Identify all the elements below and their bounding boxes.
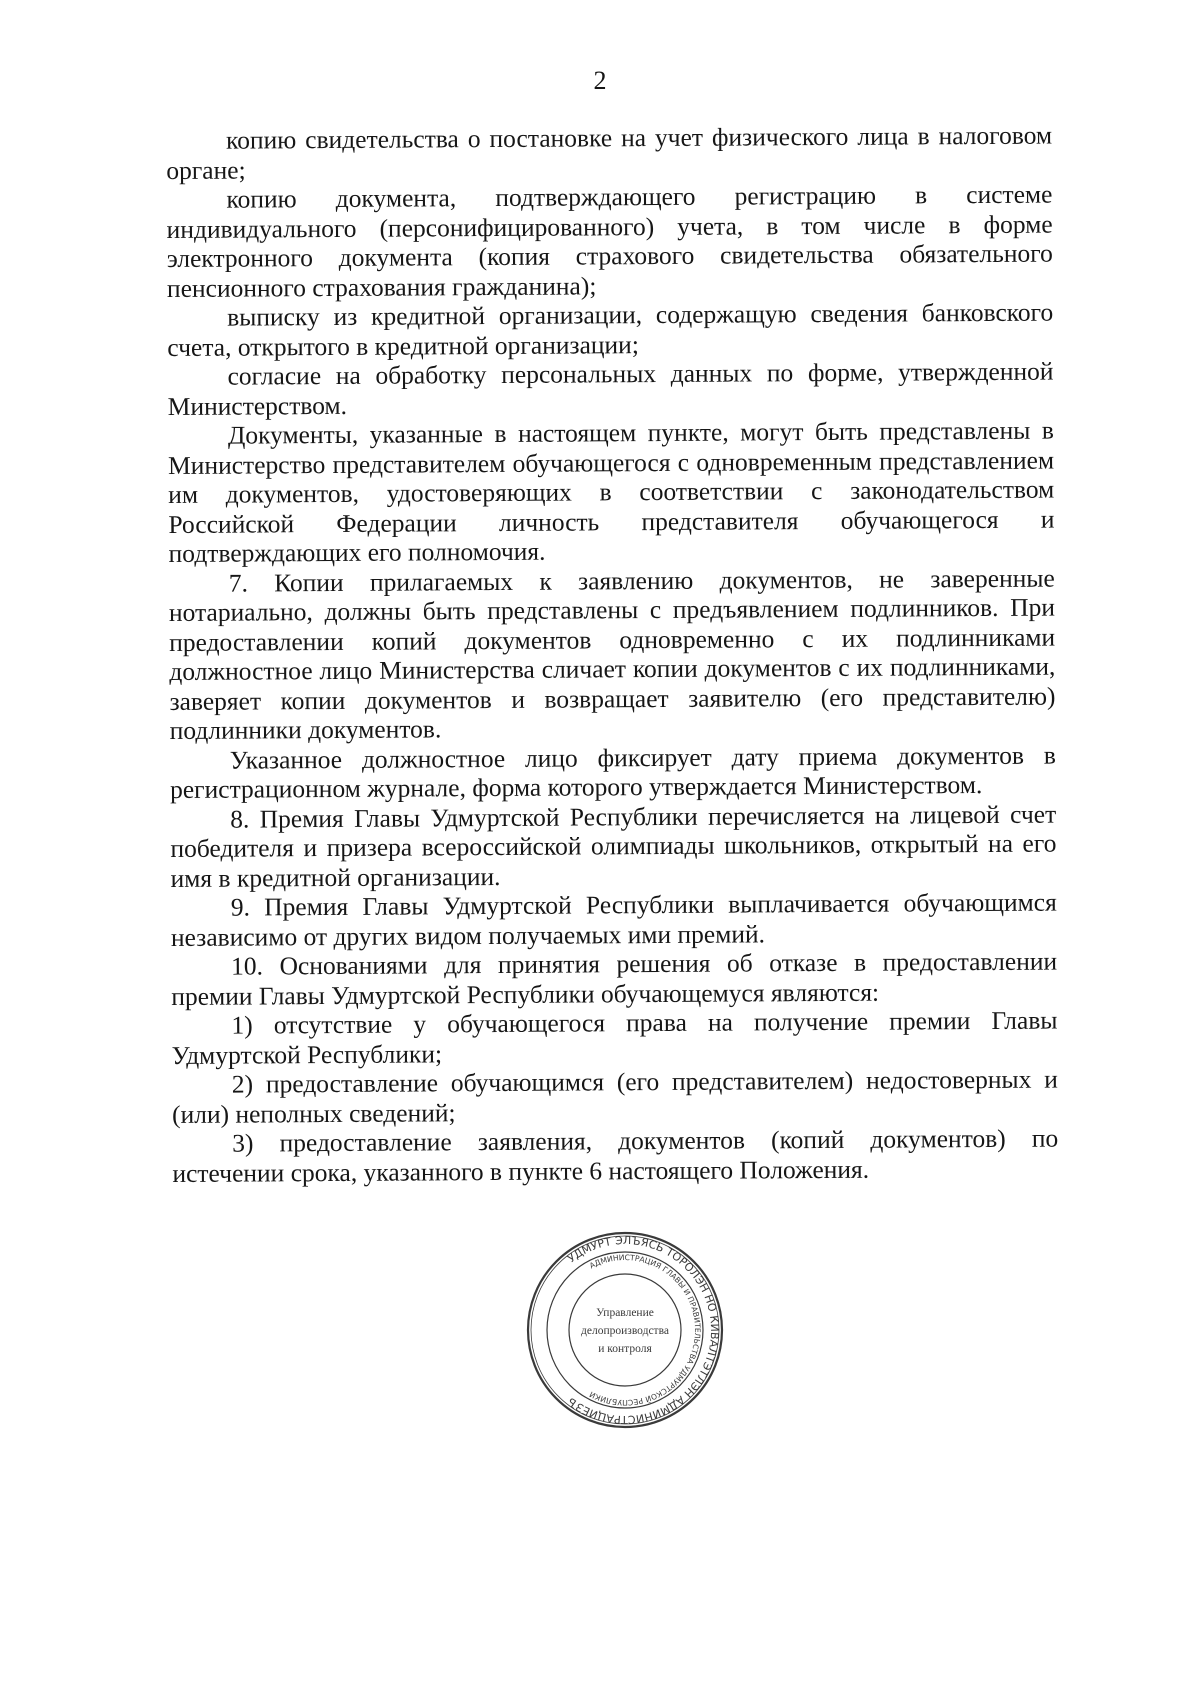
paragraph-personal-data-consent: согласие на обработку персональных данных по форме, утвержденной Министерством. xyxy=(167,356,1054,421)
page-number: 2 xyxy=(593,66,607,95)
paragraph-tax-certificate: копию свидетельства о постановке на учет физического лица в налоговом органе; xyxy=(166,120,1053,185)
paragraph-item-10: 10. Основаниями для принятия решения об отказе в предоставлении премии Главы Удмуртской Республики обучающемуся являются: xyxy=(171,946,1058,1011)
paragraph-pension-registration: копию документа, подтверждающего регистрацию в системе индивидуального (персонифицированного) учета, в том числе в форме электронного документа (копия страхового свидетельства обязательного пенсионного страхования гражданина); xyxy=(166,179,1053,303)
stamp-inner-ring-text: АДМИНИСТРАЦИЯ ГЛАВЫ И ПРАВИТЕЛЬСТВА УДМУРТСКОЙ РЕСПУБЛИКИ xyxy=(588,1252,703,1408)
paragraph-item-8: 8. Премия Главы Удмуртской Республики перечисляется на лицевой счет победителя и призера всероссийской олимпиады школьников, открытый на его имя в кредитной организации. xyxy=(170,799,1057,893)
paragraph-bank-statement: выписку из кредитной организации, содержащую сведения банковского счета, открытого в кредитной организации; xyxy=(167,297,1054,362)
refusal-ground-3: 3) предоставление заявления, документов (копий документов) по истечении срока, указанного в пункте 6 настоящего Положения. xyxy=(172,1123,1059,1188)
paragraph-representative-submission: Документы, указанные в настоящем пункте, могут быть представлены в Министерство представителем обучающегося с одновременным представлением им документов, удостоверяющих в соответствии с законодательством Российской Федерации личность представителя обучающегося и подтверждающих его полномочия. xyxy=(167,415,1055,568)
stamp-center-line-2: делопроизводства xyxy=(581,1325,669,1337)
stamp-center xyxy=(581,1307,669,1355)
refusal-ground-1: 1) отсутствие у обучающегося права на получение премии Главы Удмуртской Республики; xyxy=(171,1005,1058,1070)
stamp-center-line-3: и контроля xyxy=(598,1343,652,1355)
refusal-ground-2: 2) предоставление обучающимся (его представителем) недостоверных и (или) неполных сведений; xyxy=(171,1064,1058,1129)
paragraph-registration-journal: Указанное должностное лицо фиксирует дату приема документов в регистрационном журнале, форма которого утверждается Министерством. xyxy=(169,740,1056,804)
paragraph-item-7: 7. Копии прилагаемых к заявлению документов, не заверенные нотариально, должны быть представлены с предъявлением подлинников. При предоставлении копий документов одновременно с их подлинниками должностное лицо Министерства сличает копии документов с их подлинниками, заверяет копии документов и возвращает заявителю (его представителю) подлинники документов. xyxy=(168,563,1056,745)
stamp-outer-ring-text: УДМУРТ ЭЛЪЯСЬ ТОРОЛЭН НО КИВАЛТЭТЛЭН АДМИНИСТРАЦИЕЗЪ xyxy=(565,1233,722,1427)
official-stamp xyxy=(525,1230,725,1430)
paragraph-item-9: 9. Премия Главы Удмуртской Республики выплачивается обучающимся независимо от других видом получаемых ими премий. xyxy=(170,887,1057,952)
document-body xyxy=(166,121,1058,1188)
stamp-center-line-1: Управление xyxy=(596,1307,654,1319)
